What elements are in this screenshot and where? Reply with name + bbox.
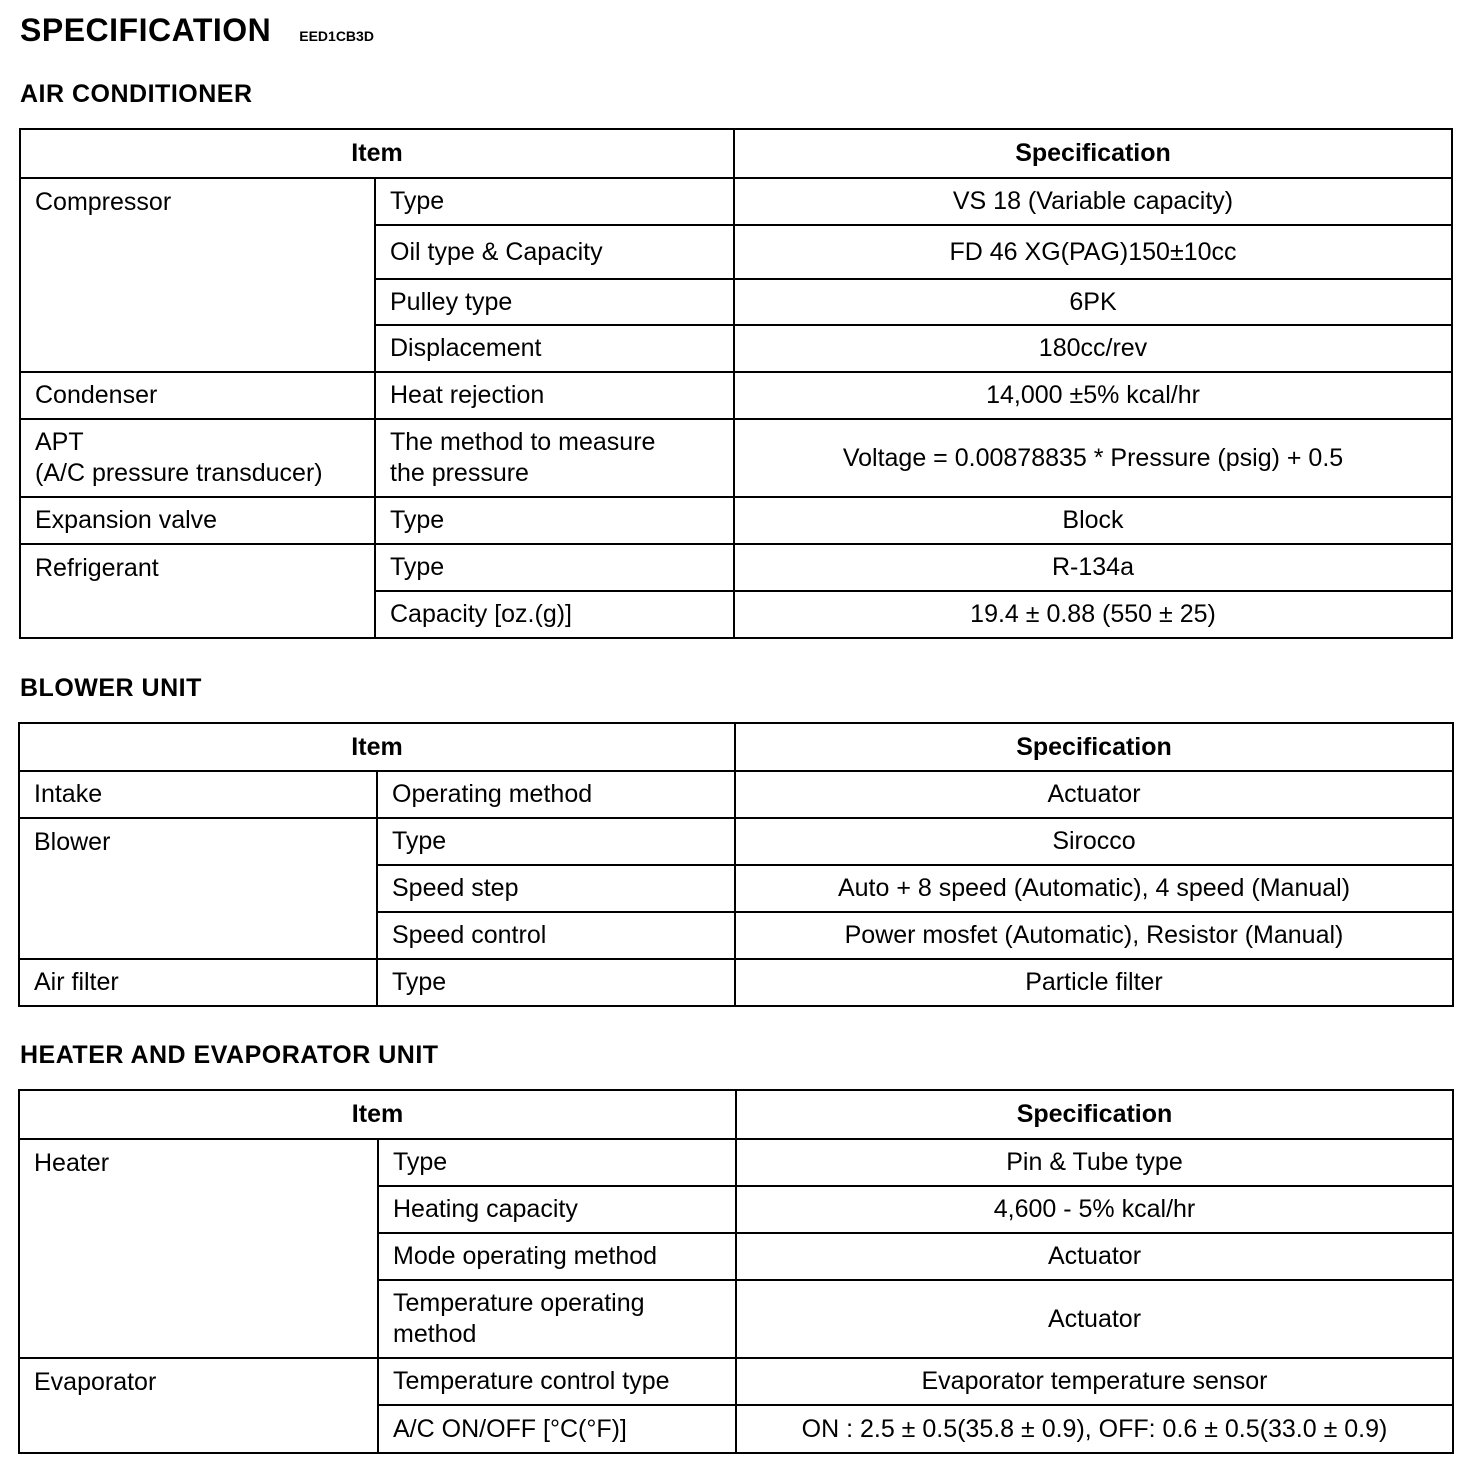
item-cell: Temperature control type: [378, 1358, 736, 1405]
table-header-row: [20, 129, 1452, 178]
spec-cell: Power mosfet (Automatic), Resistor (Manual): [735, 912, 1453, 959]
table-header-row: [19, 723, 1453, 771]
section-title-air-conditioner: AIR CONDITIONER: [20, 80, 253, 108]
group-apt: [20, 419, 375, 497]
spec-cell: Pin & Tube type: [736, 1139, 1453, 1186]
spec-cell: Block: [734, 497, 1452, 544]
column-header-specification: Specification: [734, 129, 1452, 178]
column-header-specification: Specification: [736, 1090, 1453, 1139]
spec-cell: ON : 2.5 ± 0.5(35.8 ± 0.9), OFF: 0.6 ± 0.5(33.0 ± 0.9): [736, 1405, 1453, 1453]
item-cell: Type: [375, 178, 734, 225]
spec-cell: Actuator: [736, 1233, 1453, 1280]
spec-cell: 6PK: [734, 279, 1452, 325]
document-code: EED1CB3D: [299, 28, 374, 44]
item-cell: Mode operating method: [378, 1233, 736, 1280]
group-apt-line1: APT: [35, 428, 84, 456]
column-header-item: Item: [19, 1090, 736, 1139]
item-cell: Oil type & Capacity: [375, 225, 734, 279]
spec-cell: 19.4 ± 0.88 (550 ± 25): [734, 591, 1452, 638]
spec-cell: R-134a: [734, 544, 1452, 591]
spec-cell: Actuator: [735, 771, 1453, 818]
spec-cell: Evaporator temperature sensor: [736, 1358, 1453, 1405]
table-row: [19, 1358, 1453, 1405]
item-line1: The method to measure: [390, 428, 656, 456]
spec-cell: VS 18 (Variable capacity): [734, 178, 1452, 225]
item-cell: Heat rejection: [375, 372, 734, 419]
group-evaporator: Evaporator: [19, 1358, 378, 1453]
column-header-item: Item: [20, 129, 734, 178]
spec-cell: Auto + 8 speed (Automatic), 4 speed (Manual): [735, 865, 1453, 912]
table-row: [20, 544, 1452, 591]
group-condenser: Condenser: [20, 372, 375, 419]
item-cell: Speed control: [377, 912, 735, 959]
group-air-filter: Air filter: [19, 959, 377, 1006]
item-cell: A/C ON/OFF [°C(°F)]: [378, 1405, 736, 1453]
page-title: [20, 12, 374, 49]
air-conditioner-table: [19, 128, 1453, 639]
table-row: [19, 1139, 1453, 1186]
group-apt-line2: (A/C pressure transducer): [35, 459, 323, 487]
group-heater: Heater: [19, 1139, 378, 1358]
item-cell: Speed step: [377, 865, 735, 912]
item-cell: [375, 419, 734, 497]
table-row: [19, 818, 1453, 865]
item-cell: Type: [377, 959, 735, 1006]
group-expansion-valve: Expansion valve: [20, 497, 375, 544]
spec-cell: Voltage = 0.00878835 * Pressure (psig) + 0.5: [734, 419, 1452, 497]
table-header-row: [19, 1090, 1453, 1139]
heater-evaporator-table: [18, 1089, 1454, 1454]
table-row: [20, 372, 1452, 419]
spec-cell: FD 46 XG(PAG)150±10cc: [734, 225, 1452, 279]
item-cell: Type: [378, 1139, 736, 1186]
item-line2: method: [393, 1320, 477, 1348]
item-cell: Heating capacity: [378, 1186, 736, 1233]
column-header-item: Item: [19, 723, 735, 771]
blower-unit-table: [18, 722, 1454, 1007]
item-cell: Type: [377, 818, 735, 865]
table-row: [19, 959, 1453, 1006]
item-cell: Pulley type: [375, 279, 734, 325]
spec-cell: Actuator: [736, 1280, 1453, 1358]
item-line2: the pressure: [390, 459, 529, 487]
table-row: [20, 419, 1452, 497]
item-cell: Operating method: [377, 771, 735, 818]
page-title-text: SPECIFICATION: [20, 12, 272, 48]
table-row: [19, 771, 1453, 818]
item-line1: Temperature operating: [393, 1289, 645, 1317]
item-cell: Type: [375, 544, 734, 591]
spec-cell: 14,000 ±5% kcal/hr: [734, 372, 1452, 419]
spec-cell: 180cc/rev: [734, 325, 1452, 372]
group-intake: Intake: [19, 771, 377, 818]
item-cell: [378, 1280, 736, 1358]
item-cell: Type: [375, 497, 734, 544]
spec-cell: Particle filter: [735, 959, 1453, 1006]
group-blower: Blower: [19, 818, 377, 959]
item-cell: Capacity [oz.(g)]: [375, 591, 734, 638]
section-title-heater-evaporator: HEATER AND EVAPORATOR UNIT: [20, 1041, 439, 1069]
spec-cell: 4,600 - 5% kcal/hr: [736, 1186, 1453, 1233]
table-row: [20, 497, 1452, 544]
section-title-blower-unit: BLOWER UNIT: [20, 674, 202, 702]
item-cell: Displacement: [375, 325, 734, 372]
group-compressor: Compressor: [20, 178, 375, 372]
spec-cell: Sirocco: [735, 818, 1453, 865]
column-header-specification: Specification: [735, 723, 1453, 771]
group-refrigerant: Refrigerant: [20, 544, 375, 638]
table-row: [20, 178, 1452, 225]
